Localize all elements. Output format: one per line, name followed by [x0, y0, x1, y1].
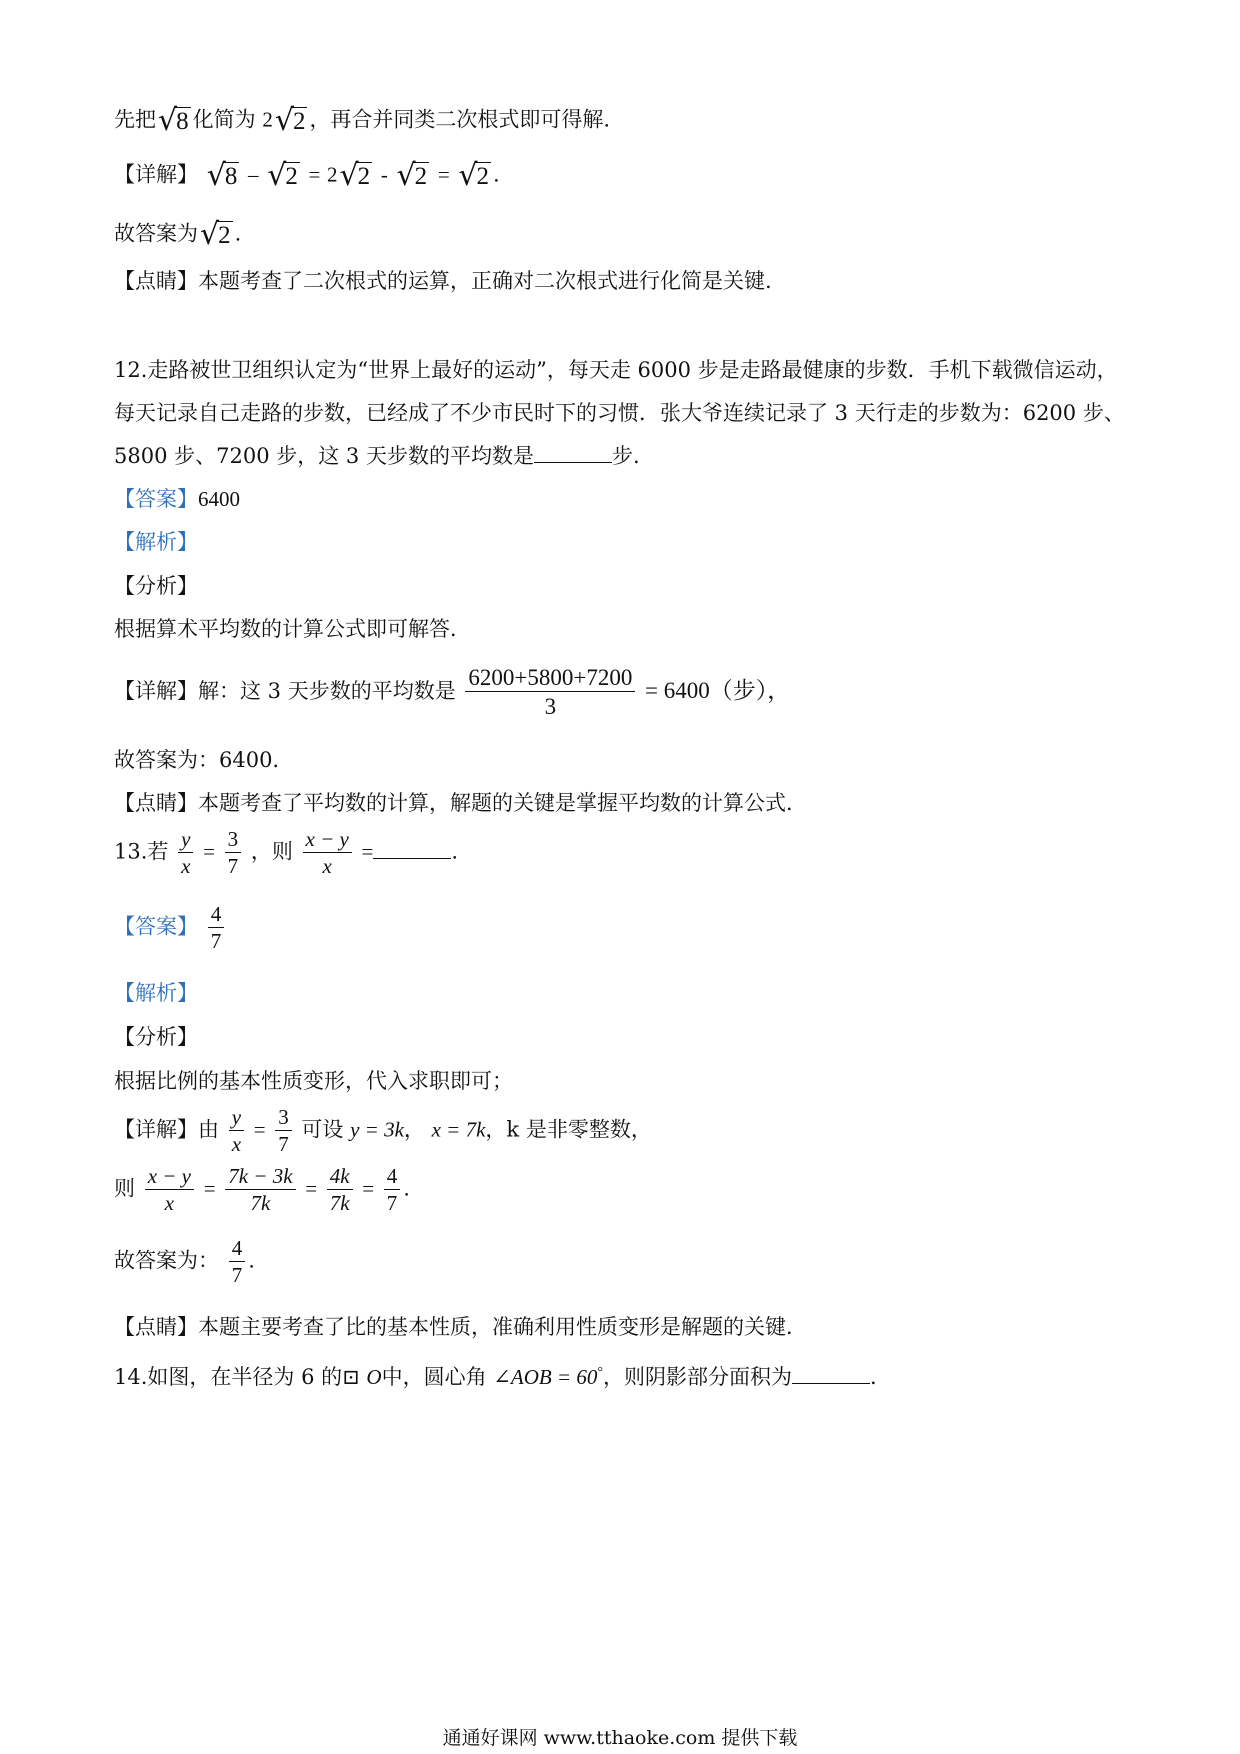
q12-jiexi-tag: 【解析】: [114, 530, 198, 554]
q11-answer-line: 故答案为√2 .: [114, 217, 242, 252]
q12-question-line-1: 12.走路被世卫组织认定为“世界上最好的运动”，每天走 6000 步是走路最健康的步数．手机下载微信运动，: [114, 358, 1118, 382]
circle-symbol-icon: ⊡: [342, 1365, 360, 1389]
q11-point-line: [114, 271, 772, 292]
text: 则: [114, 1176, 135, 1201]
text: ，再合并同类二次根式即可得解.: [309, 107, 611, 132]
math: y = 3k: [350, 1117, 404, 1142]
answer-tag: 【答案】: [114, 487, 198, 511]
q13-detail-line: 【详解】由 $\frac{y}{x}$ = $\frac{3}{7}$ 可设 y = 3k， x = 7k，k 是非零整数，: [114, 1105, 652, 1157]
text: 先把: [114, 107, 156, 132]
q13-answer-line: [114, 903, 227, 953]
q12-question-line-3: [114, 446, 640, 467]
fraction: $\frac{6200+5800+7200}{3}$: [465, 665, 635, 720]
q14-question-line: 14.如图，在半径为 6 的⊡ O中，圆心角 ∠AOB = 60°，则阴影部分面积为 .: [114, 1365, 877, 1389]
answer-blank: [792, 1383, 870, 1384]
detail-tag: 【详解】: [114, 162, 198, 187]
fraction-4k-over-7k: $\frac{4k}{7k}$: [327, 1165, 353, 1215]
fraction-4-over-7: $\frac{4}{7}$: [384, 1165, 401, 1215]
q11-detail-line: 【详解】 √8 – √2 = 2√2 - √2 = √2 .: [114, 158, 500, 193]
text: 步.: [611, 444, 640, 468]
point-tag: 【点睛】: [114, 269, 198, 293]
page-footer: 通通好课网 www.tthaoke.com 提供下载: [442, 1727, 798, 1749]
sqrt-2: √2: [274, 103, 306, 138]
text: 5800 步、7200 步，这 3 天步数的平均数是: [114, 444, 534, 468]
text: 本题主要考查了比的基本性质，准确利用性质变形是解题的关键．: [198, 1315, 807, 1339]
q11-analysis-line: [114, 103, 611, 138]
q13-conclusion: 故答案为： $\frac{4}{7}$ .: [114, 1236, 255, 1288]
text: ，则阴影部分面积为: [602, 1365, 792, 1389]
answer-fraction: $\frac{4}{7}$: [208, 903, 225, 953]
text: 故答案为: [114, 221, 198, 246]
text: 可设: [301, 1117, 344, 1142]
text: 本题考查了平均数的计算，解题的关键是掌握平均数的计算公式．: [198, 791, 807, 815]
sqrt-2: √2: [339, 158, 371, 193]
fraction-3-over-7: $\frac{3}{7}$: [225, 828, 242, 878]
q12-answer-line: [114, 489, 240, 510]
detail-tag: 【详解】: [114, 1117, 198, 1142]
text: ，则: [250, 839, 293, 864]
text: 由: [198, 1117, 219, 1142]
point-tag: 【点睛】: [114, 791, 198, 815]
text: 解：这 3 天步数的平均数是: [198, 678, 456, 703]
q13-fenxi-text: 根据比例的基本性质变形，代入求职即可；: [114, 1069, 513, 1093]
q12-fenxi-text: 根据算术平均数的计算公式即可解答．: [114, 617, 471, 641]
math: 2: [262, 107, 273, 132]
sqrt-2: √2: [267, 158, 298, 193]
detail-tag: 【详解】: [114, 678, 198, 703]
q12-fenxi-tag: 【分析】: [114, 574, 198, 598]
sqrt-2: √2: [200, 217, 231, 252]
q12-question-line-2: 每天记录自己走路的步数，已经成了不少市民时下的习惯．张大爷连续记录了 3 天行走的步数为：6200 步、: [114, 401, 1125, 425]
sqrt-2: √2: [458, 158, 489, 193]
fraction-3-over-7: $\frac{3}{7}$: [275, 1106, 292, 1156]
text: 本题考查了二次根式的运算，正确对二次根式进行化简是关键.: [198, 269, 772, 293]
text: 中，圆心角: [381, 1365, 487, 1389]
answer-blank: [373, 858, 451, 859]
text: 13.若: [114, 839, 169, 864]
math: x = 7k: [431, 1117, 486, 1142]
q13-fenxi-tag: 【分析】: [114, 1025, 198, 1049]
fraction-y-over-x: $\frac{y}{x}$: [229, 1106, 244, 1156]
q13-question-line: 13.若 $\frac{y}{x}$ = $\frac{3}{7}$ ，则 $\frac{x - y}{x}$ = .: [114, 827, 459, 879]
text: 化简为: [192, 107, 256, 132]
fraction-4-over-7: $\frac{4}{7}$: [229, 1237, 246, 1287]
fraction-x-minus-y-over-x: $\frac{x - y}{x}$: [303, 828, 352, 878]
math: O: [366, 1365, 382, 1389]
q13-detail-line-2: 则 $\frac{x - y}{x}$ = $\frac{7k - 3k}{7k}$ = $\frac{4k}{7k}$ = $\frac{4}{7}$ .: [114, 1164, 410, 1216]
q12-point-line: [114, 793, 807, 814]
sqrt-2: √2: [396, 158, 428, 193]
math: ∠AOB = 60: [493, 1365, 598, 1389]
answer-blank: [534, 462, 612, 463]
text: = 6400（步），: [645, 677, 791, 703]
q12-detail-line: [114, 665, 790, 720]
fraction-x-minus-y-over-x: $\frac{x - y}{x}$: [145, 1165, 194, 1215]
q12-conclusion: 故答案为：6400．: [114, 748, 294, 772]
degree: °: [597, 1365, 603, 1380]
text: ，k 是非零整数，: [485, 1117, 652, 1142]
q13-jiexi-tag: 【解析】: [114, 981, 198, 1005]
sqrt-8: √8: [158, 103, 189, 138]
fraction-7k-3k-over-7k: $\frac{7k - 3k}{7k}$: [225, 1165, 295, 1215]
sqrt-8: √8: [206, 158, 238, 193]
answer-value: 6400: [198, 487, 240, 511]
fraction-y-over-x: $\frac{y}{x}$: [178, 828, 193, 878]
text: 故答案为：: [114, 1248, 219, 1273]
answer-tag: 【答案】: [114, 914, 198, 939]
point-tag: 【点睛】: [114, 1315, 198, 1339]
q13-point-line: [114, 1317, 807, 1338]
text: 14.如图，在半径为 6 的: [114, 1365, 343, 1389]
